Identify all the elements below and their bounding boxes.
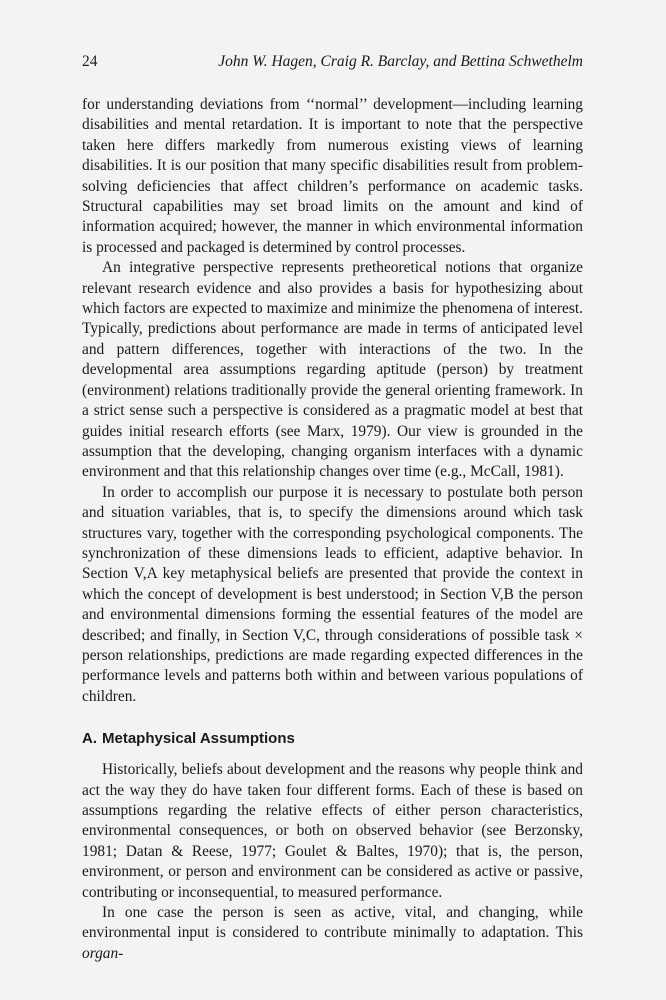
running-head — [82, 53, 583, 75]
body-text — [82, 95, 583, 964]
page-number: 24 — [82, 53, 98, 70]
paragraph-one-case-italic: organ- — [82, 944, 124, 962]
section-title: Metaphysical Assumptions — [102, 730, 295, 748]
paragraph-historically: Historically, beliefs about development and the reasons why people think and act the way they do have taken four different forms. Each of these is based on assumptions regarding the relative effects of either person characteristics, environmental consequences, or both on observed behavior (see Berzonsky, 1981; Datan & Reese, 1977; Goulet & Baltes, 1970); that is, the person, environment, or person and environment can be considered as active or passive, contributing or inconsequential, to measured performance. — [82, 761, 583, 901]
paragraph-continuation: for understanding deviations from ‘‘normal’’ development—including learning disabilities and mental retardation. It is important to note that the perspective taken here differs markedly from numerous existing views of learning disabilities. It is our position that many specific disabilities result from problem-solving deficiencies that affect children’s performance on academic tasks. Structural capabilities may set broad limits on the amount and kind of information acquired; however, the manner in which environmental information is processed and packaged is determined by control processes. — [82, 96, 583, 256]
paragraph-one-case-text: In one case the person is seen as active, vital, and changing, while environmental input is considered to contribute minimally to adaptation. This — [82, 904, 583, 942]
running-head-authors: John W. Hagen, Craig R. Barclay, and Bettina Schwethelm — [218, 53, 583, 70]
paragraph-one-case — [82, 903, 583, 964]
paragraph-purpose: In order to accomplish our purpose it is necessary to postulate both person and situation variables, that is, to specify the dimensions around which task structures vary, together with the corresponding psychological components. The synchronization of these dimensions leads to efficient, adaptive behavior. In Section V,A key metaphysical beliefs are presented that provide the context in which the concept of development is best understood; in Section V,B the person and environmental dimensions forming the essential features of the model are described; and finally, in Section V,C, through considerations of possible task × person relationships, predictions are made regarding expected differences in the performance levels and patterns both within and between various populations of children. — [82, 483, 583, 705]
section-letter: A. — [82, 730, 97, 748]
paragraph-integrative-perspective: An integrative perspective represents pretheoretical notions that organize relevant research evidence and also provides a basis for hypothesizing about which factors are expected to maximize and minimize the phenomena of interest. Typically, predictions about performance are made in terms of anticipated level and pattern differences, together with interactions of the two. In the developmental area assumptions regarding aptitude (person) by treatment (environment) relations traditionally provide the general orienting framework. In a strict sense such a perspective is considered as a pragmatic model at best that guides initial research efforts (see Marx, 1979). Our view is grounded in the assumption that the developing, changing organism interfaces with a dynamic environment and that this relationship changes over time (e.g., McCall, 1981). — [82, 259, 583, 481]
section-heading — [82, 729, 583, 749]
